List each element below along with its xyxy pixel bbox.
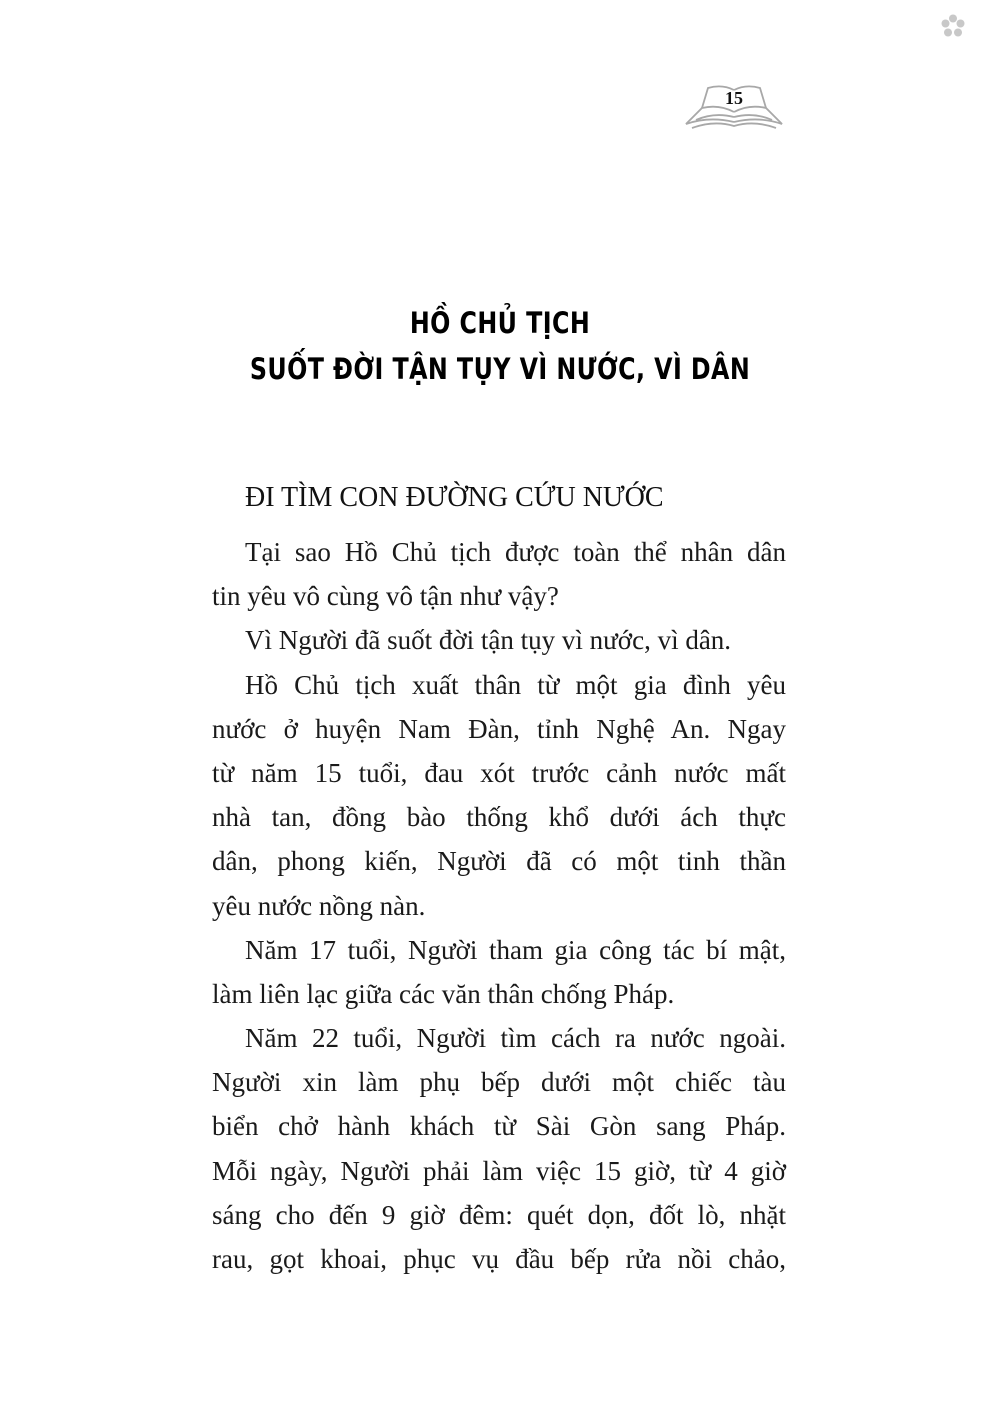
text-line: sáng cho đến 9 giờ đêm: quét dọn, đốt lò, nhặt [212,1199,786,1230]
section-heading: ĐI TÌM CON ĐƯỜNG CỨU NƯỚC [245,482,664,513]
page-number: 15 [725,88,743,108]
text-line: Hồ Chủ tịch xuất thân từ một gia đình yêu [245,669,786,700]
text-line: Tại sao Hồ Chủ tịch được toàn thể nhân dân [245,537,786,567]
text-line: nhà tan, đồng bào thống khổ dưới ách thực [212,802,786,833]
page-number-badge [684,82,784,130]
text-line: tin yêu vô cùng vô tận như vậy? [212,581,559,612]
text-line: Năm 22 tuổi, Người tìm cách ra nước ngoài. [245,1023,786,1054]
body-text [212,534,786,1285]
text-line: yêu nước nồng nàn. [212,890,426,921]
chapter-title-line-2: SUỐT ĐỜI TẬN TỤY VÌ NƯỚC, VÌ DÂN [249,352,751,386]
chapter-title-line-1: HỒ CHỦ TỊCH [409,306,591,340]
text-line: Vì Người đã suốt đời tận tụy vì nước, vì dân. [245,625,732,656]
text-line: biển chở hành khách từ Sài Gòn sang Pháp. [212,1111,786,1142]
text-line: nước ở huyện Nam Đàn, tỉnh Nghệ An. Ngay [212,713,786,744]
text-line: từ năm 15 tuổi, đau xót trước cảnh nước mất [212,757,786,788]
text-line: Năm 17 tuổi, Người tham gia công tác bí mật, [245,934,786,965]
text-line: rau, gọt khoai, phục vụ đầu bếp rửa nồi chảo, [212,1244,786,1274]
text-line: Người xin làm phụ bếp dưới một chiếc tàu [212,1067,786,1098]
text-line: Mỗi ngày, Người phải làm việc 15 giờ, từ 4 giờ [212,1155,786,1186]
flower-ornament-icon [941,14,965,38]
text-line: làm liên lạc giữa các văn thân chống Pháp. [212,978,675,1009]
text-line: dân, phong kiến, Người đã có một tinh thần [212,846,786,877]
